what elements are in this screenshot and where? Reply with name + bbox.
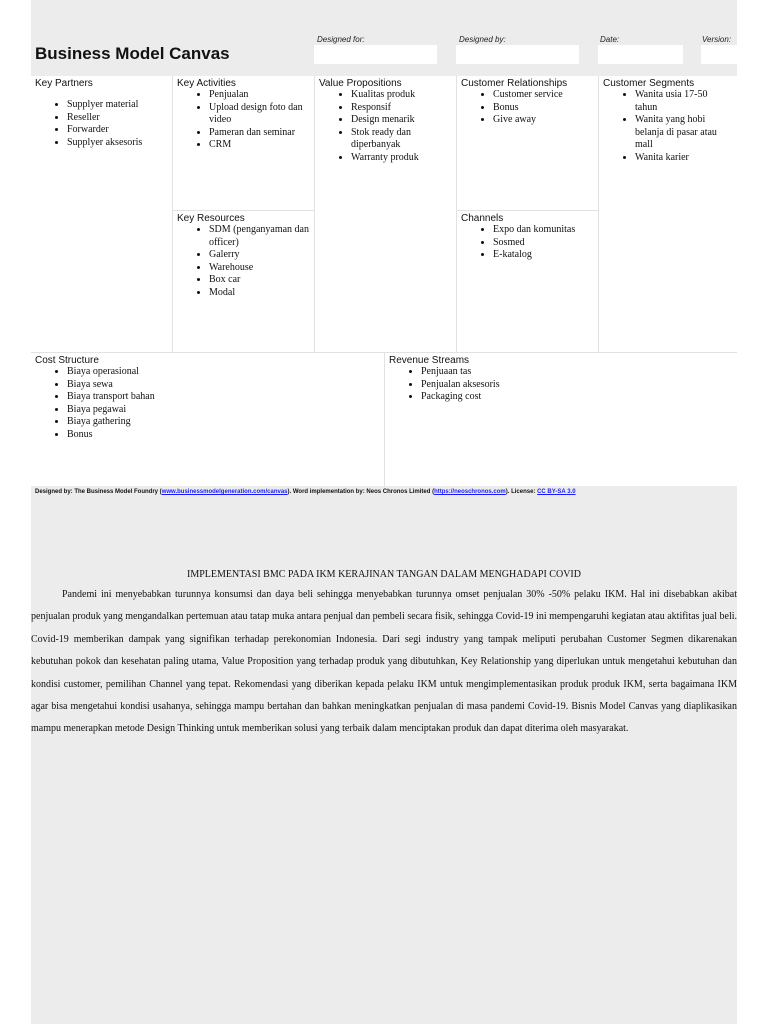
key-activities-block — [172, 76, 314, 210]
list-item: • Forwarder — [67, 124, 142, 137]
list-item: • Supplyer aksesoris — [67, 137, 142, 150]
date-label: Date: — [600, 35, 620, 44]
list-item: • Biaya sewa — [67, 379, 155, 392]
license-link[interactable]: CC BY-SA 3.0 — [537, 489, 576, 495]
list-item: • Biaya operasional — [67, 366, 155, 379]
designed-by-field[interactable] — [456, 45, 579, 64]
neoschronos-link[interactable]: https://neoschronos.com — [434, 489, 506, 495]
list-item: • Reseller — [67, 112, 142, 125]
channels-list — [457, 224, 598, 262]
list-item: • Bonus — [67, 429, 155, 442]
credit-text: ). Word implementation by: Neos Chronos Limited ( — [287, 489, 435, 495]
key-resources-list — [173, 224, 314, 299]
list-item: • Packaging cost — [421, 391, 500, 404]
list-item: • Penjualan — [209, 89, 314, 102]
designed-for-label: Designed for: — [317, 35, 365, 44]
list-item: • Give away — [493, 114, 598, 127]
list-item: • SDM (penganyaman dan officer) — [209, 224, 314, 249]
revenue-streams-list — [385, 366, 500, 404]
list-item: • Expo dan komunitas — [493, 224, 598, 237]
value-propositions-list — [315, 89, 456, 164]
key-activities-title: Key Activities — [177, 78, 236, 89]
designed-for-field[interactable] — [314, 45, 437, 64]
customer-relationships-block — [456, 76, 598, 210]
key-resources-title: Key Resources — [177, 213, 245, 224]
key-resources-block — [172, 210, 314, 352]
list-item: • Supplyer material — [67, 99, 142, 112]
customer-segments-list — [599, 89, 730, 164]
date-field[interactable] — [598, 45, 683, 64]
list-item: • Bonus — [493, 102, 598, 115]
key-activities-list — [173, 89, 314, 152]
key-partners-title: Key Partners — [35, 78, 93, 89]
designed-by-label: Designed by: — [459, 35, 506, 44]
cost-structure-list — [31, 366, 155, 441]
list-item: • CRM — [209, 139, 314, 152]
list-item: • Responsif — [351, 102, 456, 115]
list-item: • Box car — [209, 274, 314, 287]
credit-line — [35, 489, 576, 495]
list-item: • Wanita yang hobi belanja di pasar atau mall — [635, 114, 730, 152]
customer-relationships-list — [457, 89, 598, 127]
list-item: • Upload design foto dan video — [209, 102, 314, 127]
list-item: • Penjualan aksesoris — [421, 379, 500, 392]
customer-segments-title: Customer Segments — [603, 78, 695, 89]
list-item: • Galerry — [209, 249, 314, 262]
revenue-streams-block — [384, 352, 737, 486]
list-item: • Pameran dan seminar — [209, 127, 314, 140]
list-item: • Wanita usia 17-50 tahun — [635, 89, 730, 114]
channels-block — [456, 210, 598, 352]
customer-segments-block — [598, 76, 737, 352]
list-item: • Biaya pegawai — [67, 404, 155, 417]
key-partners-block — [31, 76, 172, 352]
list-item: • Kualitas produk — [351, 89, 456, 102]
channels-title: Channels — [461, 213, 504, 224]
customer-relationships-title: Customer Relationships — [461, 78, 568, 89]
list-item: • Biaya gathering — [67, 416, 155, 429]
article-body: Pandemi ini menyebabkan turunnya konsumsi dan daya beli sehingga menyebabkan turunnya omset penjualan 30% -50% pelaku IKM. Hal ini disebabkan akibat penjualan produk yang mengandalkan pertemuan atau tatap muka antara penjual dan pembeli secara fisik, sehingga Covid-19 ini mempengaruhi kegiatan atau aktifitas jual beli. Covid-19 memberikan dampak yang signifikan terhadap perekonomian Indonesia. Dari segi industry yang tampak meliputi perubahan Customer Segmen dikarenakan kebutuhan pokok dan kesehatan paling utama, Value Proposition yang terhadap produk yang dibutuhkan, Key Relationship yang diperlukan untuk mengetahui kebutuhan dan kondisi customer, pemilihan Channel yang tepat. Rekomendasi yang diberikan kepada pelaku IKM untuk mengimplementasikan produk produk IKM, serta bagaimana IKM agar bisa mengetahui kondisi usahanya, sehingga mampu bertahan dan bahkan meningkatkan penjualan di masa pandemi Covid-19. Bisnis Model Canvas yang diaplikasikan mampu menerapkan metode Design Thinking untuk memberikan solusi yang terbaik dalam menciptakan produk dan dapat diterima oleh masyarakat. — [31, 589, 737, 735]
cost-structure-title: Cost Structure — [35, 355, 99, 366]
list-item: • E-katalog — [493, 249, 598, 262]
list-item: • Customer service — [493, 89, 598, 102]
credit-text: ). License: — [505, 489, 538, 495]
list-item: • Wanita karier — [635, 152, 730, 165]
cost-structure-block — [31, 352, 384, 486]
canvas-title: Business Model Canvas — [35, 44, 230, 63]
version-label: Version: — [702, 35, 732, 44]
list-item: • Biaya transport bahan — [67, 391, 155, 404]
list-item: • Stok ready dan diperbanyak — [351, 127, 456, 152]
list-item: • Warehouse — [209, 262, 314, 275]
list-item: • Penjuaan tas — [421, 366, 500, 379]
article-heading: IMPLEMENTASI BMC PADA IKM KERAJINAN TANGAN DALAM MENGHADAPI COVID — [187, 569, 581, 580]
list-item: • Modal — [209, 287, 314, 300]
credit-text: Designed by: The Business Model Foundry ( — [35, 489, 162, 495]
version-field[interactable] — [701, 45, 737, 64]
list-item: • Design menarik — [351, 114, 456, 127]
document-page — [31, 0, 737, 1024]
value-propositions-block — [314, 76, 456, 352]
revenue-streams-title: Revenue Streams — [389, 355, 470, 366]
key-partners-list — [31, 99, 142, 149]
businessmodelgeneration-link[interactable]: www.businessmodelgeneration.com/canvas — [161, 489, 288, 495]
list-item: • Warranty produk — [351, 152, 456, 165]
value-propositions-title: Value Propositions — [319, 78, 402, 89]
list-item: • Sosmed — [493, 237, 598, 250]
